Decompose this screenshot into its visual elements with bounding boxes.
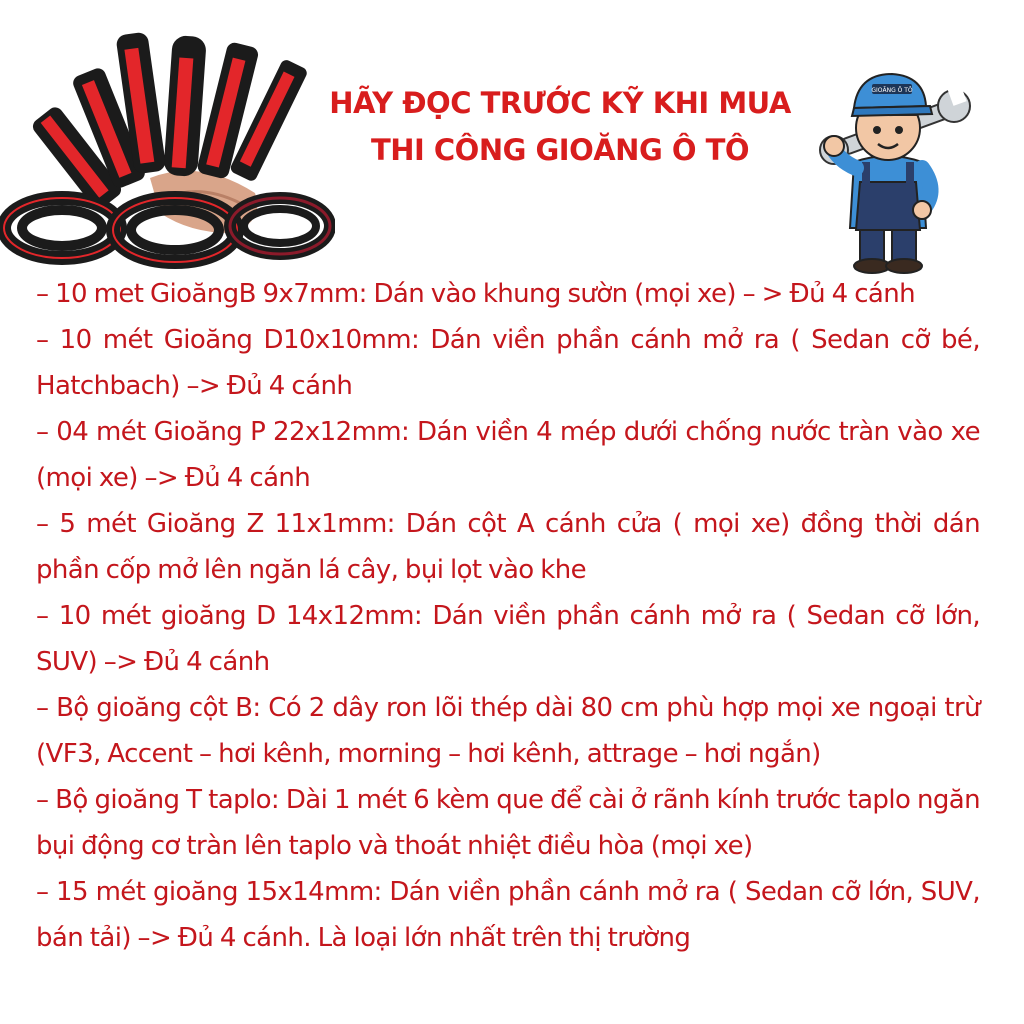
mechanic-mascot-illustration bbox=[802, 50, 982, 275]
list-item: – Bộ gioăng T taplo: Dài 1 mét 6 kèm que để cài ở rãnh kính trước taplo ngăn bụi động cơ tràn lên taplo và thoát nhiệt điều hòa (mọi xe) bbox=[36, 785, 980, 861]
mascot-cap-text: GIOĂNG Ô TÔ bbox=[871, 87, 913, 94]
rubber-seal-product-image bbox=[0, 8, 335, 270]
list-item: – 10 met GioăngB 9x7mm: Dán vào khung sườn (mọi xe) – > Đủ 4 cánh bbox=[36, 279, 916, 309]
list-item: – 5 mét Gioăng Z 11x1mm: Dán cột A cánh cửa ( mọi xe) đồng thời dán phần cốp mở lên ngăn lá cây, bụi lọt vào khe bbox=[36, 509, 980, 585]
list-item: – Bộ gioăng cột B: Có 2 dây ron lõi thép dài 80 cm phù hợp mọi xe ngoại trừ (VF3, Accent – hơi kênh, morning – hơi kênh, attrage – hơi ngắn) bbox=[36, 693, 980, 769]
list-item: – 10 mét Gioăng D10x10mm: Dán viền phần cánh mở ra ( Sedan cỡ bé, Hatchbach) –> Đủ 4 cánh bbox=[36, 325, 980, 401]
headline-install-car-seal: THI CÔNG GIOĂNG Ô TÔ bbox=[370, 133, 750, 167]
list-item: – 15 mét gioăng 15x14mm: Dán viền phần cánh mở ra ( Sedan cỡ lớn, SUV, bán tải) –> Đủ 4 cánh. Là loại lớn nhất trên thị trường bbox=[36, 877, 980, 953]
list-item: – 10 mét gioăng D 14x12mm: Dán viền phần cánh mở ra ( Sedan cỡ lớn, SUV) –> Đủ 4 cánh bbox=[36, 601, 980, 677]
headline-read-before-buying: HÃY ĐỌC TRƯỚC KỸ KHI MUA bbox=[329, 86, 791, 120]
product-notes-list bbox=[36, 271, 980, 961]
list-item: – 04 mét Gioăng P 22x12mm: Dán viền 4 mép dưới chống nước tràn vào xe (mọi xe) –> Đủ 4 cánh bbox=[36, 417, 980, 493]
